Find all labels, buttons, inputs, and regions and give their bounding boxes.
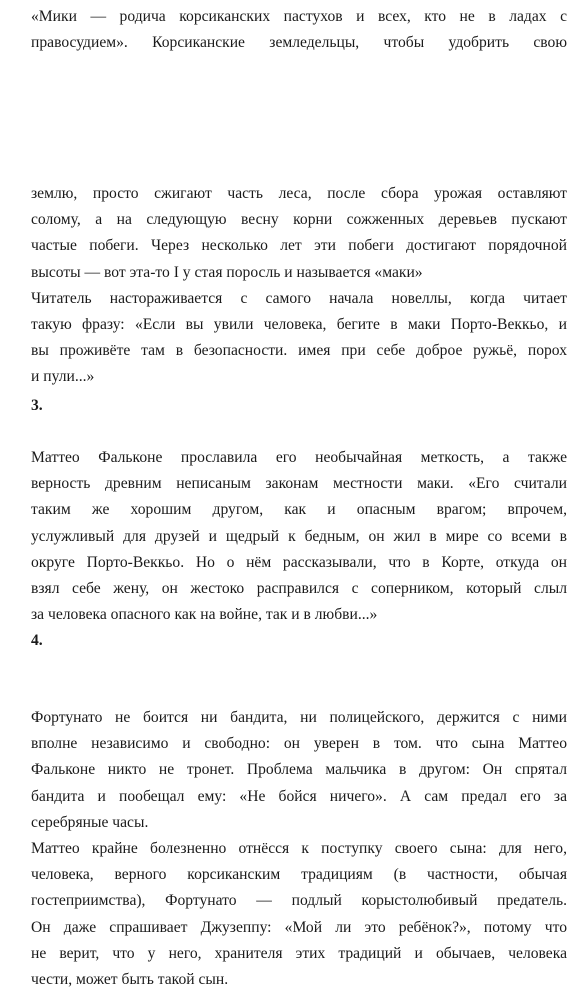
text-line: частые побеги. Через несколько лет эти побеги достигают порядочной bbox=[31, 237, 567, 255]
text-line: вы проживёте там в безопасности. имея при себе доброе ружьё, порох bbox=[31, 342, 567, 360]
text-line: правосудием». Корсиканские земледельцы, чтобы удобрить свою bbox=[31, 34, 567, 52]
text-line: землю, просто сжигают часть леса, после сбора урожая оставляют bbox=[31, 185, 567, 202]
section-number-4: 4. bbox=[31, 632, 43, 649]
text-line: за человека опасного как на войне, так и в любви...» bbox=[31, 606, 378, 624]
text-line: чести, может быть такой сын. bbox=[31, 971, 229, 989]
text-line: бандита и пообещал ему: «Не бойся ничего». А сам предал его за bbox=[31, 787, 567, 805]
text-line: такую фразу: «Если вы увили человека, бегите в маки Порто-Веккьо, и bbox=[31, 316, 567, 334]
paragraph-fortunato bbox=[31, 705, 567, 993]
text-line: верность древним неписаным законам местности маки. «Его считали bbox=[31, 475, 567, 493]
text-line: Он даже спрашивает Джузеппу: «Мой ли это ребёнок?», потому что bbox=[31, 918, 567, 936]
text-line: человека, верного корсиканским традициям (в частности, обычая bbox=[31, 866, 567, 884]
text-line: вполне независимо и свободно: он уверен в том. что сына Маттео bbox=[31, 735, 567, 753]
text-line: Маттео Фальконе прославила его необычайная меткость, а также bbox=[31, 449, 567, 466]
text-line: «Мики — родича корсиканских пастухов и всех, кто не в ладах с bbox=[31, 8, 567, 25]
text-line: таким же хорошим другом, как и опасным врагом; впрочем, bbox=[31, 501, 567, 519]
text-line: Фортунато не боится ни бандита, ни полицейского, держится с ними bbox=[31, 709, 567, 726]
text-line: солому, а на следующую весну корни сожженных деревьев пускают bbox=[31, 211, 567, 229]
text-line: серебряные часы. bbox=[31, 813, 149, 831]
text-line: гостеприимства), Фортунато — подлый корыстолюбивый предатель. bbox=[31, 892, 567, 910]
text-line: не верит, что у него, хранителя этих традиций и обычаев, человека bbox=[31, 944, 567, 962]
text-line: высоты — вот эта-то I у стая поросль и называется «маки» bbox=[31, 263, 423, 281]
text-line: взял себе жену, он жестоко расправился с соперником, который слыл bbox=[31, 580, 567, 598]
text-line: округе Порто-Веккьо. Но о нём рассказывали, что в Корте, откуда он bbox=[31, 553, 567, 571]
paragraph-matteo-falcone bbox=[31, 445, 567, 628]
text-line: Маттео крайне болезненно отнёсся к поступку своего сына: для него, bbox=[31, 840, 567, 858]
text-line: Читатель настораживается с самого начала новеллы, когда читает bbox=[31, 289, 567, 307]
text-line: и пули...» bbox=[31, 368, 95, 386]
text-line: Фальконе никто не тронет. Проблема мальчика в другом: Он спрятал bbox=[31, 761, 567, 779]
paragraph-maki-intro bbox=[31, 4, 567, 56]
section-number-3: 3. bbox=[31, 397, 43, 414]
text-line: услужливый для друзей и щедрый к бедным, он жил в мире со всеми в bbox=[31, 527, 567, 545]
paragraph-maki-description bbox=[31, 181, 567, 391]
